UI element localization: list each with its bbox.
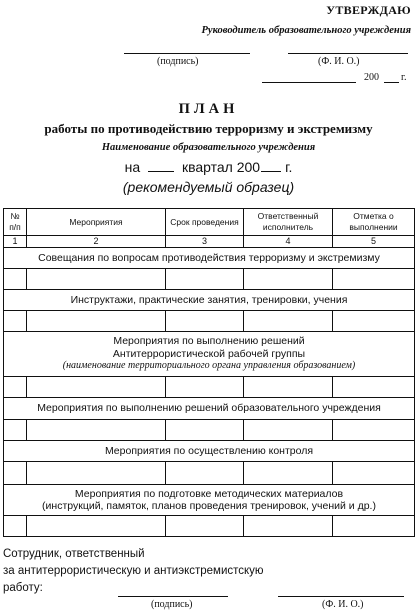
name-caption: (Ф. И. О.) [318, 56, 360, 67]
table-cell [244, 377, 333, 398]
column-number: 3 [166, 236, 244, 248]
header-deadline: Срок проведения [166, 209, 244, 236]
table-cell [244, 462, 333, 485]
table-row [4, 311, 415, 332]
footer-name-caption: (Ф. И. О.) [322, 599, 364, 610]
quarter-line [0, 159, 417, 175]
section-title: Мероприятия по выполнению решений образовательного учреждения [4, 398, 415, 420]
header-responsible: Ответственный исполнитель [244, 209, 333, 236]
table-row [4, 462, 415, 485]
header-status: Отметка о выполнении [333, 209, 415, 236]
section-title: Мероприятия по осуществлению контроля [4, 441, 415, 462]
section-title: Совещания по вопросам противодействия терроризму и экстремизму [4, 248, 415, 269]
table-header-row [4, 209, 415, 236]
table-cell [27, 462, 166, 485]
footer-signature-line [118, 596, 228, 597]
quarter-suffix: г. [285, 159, 293, 175]
table-cell [166, 377, 244, 398]
section-title [4, 485, 415, 516]
table-cell [244, 269, 333, 290]
table-cell [4, 377, 27, 398]
header-num: № п/п [4, 209, 27, 236]
footer-line-1: Сотрудник, ответственный [3, 548, 145, 560]
date-year-line [384, 82, 399, 83]
section-row-meetings [4, 248, 415, 269]
table-cell [333, 377, 415, 398]
date-line [262, 82, 356, 83]
sample-note: (рекомендуемый образец) [122, 179, 295, 195]
footer-signature-caption: (подпись) [151, 599, 193, 610]
header-activity: Мероприятия [27, 209, 166, 236]
table-row [4, 269, 415, 290]
table-cell [27, 311, 166, 332]
section-row-institution-decisions [4, 398, 415, 420]
table-cell [4, 516, 27, 537]
name-line [288, 53, 408, 54]
table-cell [27, 377, 166, 398]
footer-line-3: работу: [3, 582, 43, 594]
table-cell [4, 269, 27, 290]
plan-title: ПЛАН [178, 101, 239, 117]
table-cell [244, 516, 333, 537]
section-title-line: Антитеррористической рабочей группы [112, 347, 306, 360]
section-title [4, 332, 415, 377]
table-cell [4, 420, 27, 441]
quarter-mid: квартал 200 [181, 159, 261, 175]
approval-stamp: УТВЕРЖДАЮ [326, 3, 411, 17]
section-row-working-group [4, 332, 415, 377]
section-title: Инструктажи, практические занятия, тренировки, учения [4, 290, 415, 311]
column-number-row [4, 236, 415, 248]
section-title-line: (инструкций, памяток, планов проведения тренировок, учений и др.) [42, 500, 376, 512]
section-row-control [4, 441, 415, 462]
institution-caption: Наименование образовательного учреждения [101, 142, 316, 153]
date-year-prefix: 200 [364, 72, 379, 83]
plan-table [3, 208, 415, 537]
table-cell [27, 269, 166, 290]
column-number: 4 [244, 236, 333, 248]
table-cell [333, 462, 415, 485]
table-cell [4, 311, 27, 332]
quarter-prefix: на [124, 159, 141, 175]
table-row [4, 420, 415, 441]
table-row [4, 377, 415, 398]
table-cell [166, 462, 244, 485]
table-cell [244, 420, 333, 441]
approval-position: Руководитель образовательного учреждения [201, 25, 411, 36]
quarter-blank [148, 171, 174, 172]
column-number: 2 [27, 236, 166, 248]
column-number: 5 [333, 236, 415, 248]
signature-caption: (подпись) [157, 56, 199, 67]
footer-line-2: за антитеррористическую и антиэкстремистскую [3, 565, 264, 577]
table-cell [244, 311, 333, 332]
table-cell [166, 420, 244, 441]
table-cell [166, 269, 244, 290]
table-cell [166, 516, 244, 537]
section-row-methodology [4, 485, 415, 516]
signature-line [124, 53, 250, 54]
table-cell [166, 311, 244, 332]
quarter-year-blank [261, 171, 281, 172]
table-cell [333, 269, 415, 290]
plan-subtitle: работы по противодействию терроризму и экстремизму [44, 121, 373, 136]
table-row [4, 516, 415, 537]
column-number: 1 [4, 236, 27, 248]
table-cell [27, 420, 166, 441]
table-cell [27, 516, 166, 537]
table-cell [4, 462, 27, 485]
section-title-line: Мероприятия по подготовке методических материалов [74, 487, 344, 500]
table-cell [333, 311, 415, 332]
date-year-suffix: г. [401, 72, 407, 83]
table-cell [333, 516, 415, 537]
section-row-briefings [4, 290, 415, 311]
section-title-note: (наименование территориального органа управления образованием) [62, 360, 356, 372]
section-title-line: Мероприятия по выполнению решений [113, 335, 305, 348]
table-cell [333, 420, 415, 441]
footer-name-line [278, 596, 404, 597]
